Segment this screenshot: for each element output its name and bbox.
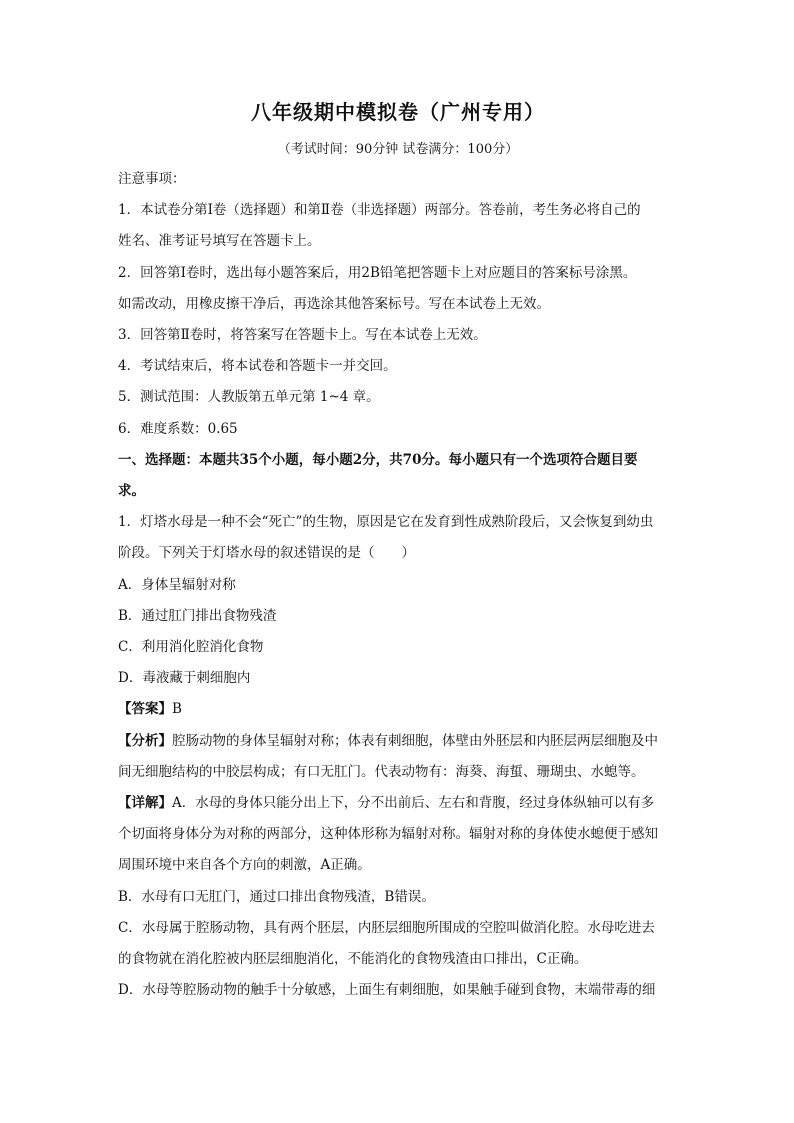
answer-tag: 【答案】	[118, 701, 172, 718]
answer-line	[118, 694, 678, 725]
detail-line	[118, 788, 678, 819]
detail-text: D．水母等腔肠动物的触手十分敏感，上面生有刺细胞，如果触手碰到食物，末端带毒的细	[118, 982, 656, 999]
page-title: 八年级期中模拟卷（广州专用）	[251, 100, 545, 124]
analysis-line	[118, 726, 678, 757]
section-heading: 求。	[118, 483, 145, 500]
notice-heading: 注意事项：	[118, 171, 186, 187]
notice-item: 1．本试卷分第Ⅰ卷（选择题）和第Ⅱ卷（非选择题）两部分。答卷前，考生务必将自己的	[118, 202, 641, 219]
option-c: C．利用消化腔消化食物	[118, 639, 264, 656]
option-d: D．毒液藏于刺细胞内	[118, 670, 251, 687]
detail-text: B．水母有口无肛门，通过口排出食物残渣，B错误。	[118, 888, 435, 905]
option-b: B．通过肛门排出食物残渣	[118, 607, 277, 624]
notice-item: 3．回答第Ⅱ卷时，将答案写在答题卡上。写在本试卷上无效。	[118, 327, 487, 344]
question-stem: 阶段。下列关于灯塔水母的叙述错误的是（ ）	[118, 545, 415, 562]
detail-text: C．水母属于腔肠动物，具有两个胚层，内胚层细胞所围成的空腔叫做消化腔。水母吃进去	[118, 919, 655, 936]
question-stem: 1．灯塔水母是一种不会“死亡”的生物，原因是它在发育到性成熟阶段后，又会恢复到幼虫	[118, 514, 654, 531]
section-heading: 一、选择题：本题共35个小题，每小题2分，共70分。每小题只有一个选项符合题目要	[118, 451, 638, 468]
notice-item: 如需改动，用橡皮擦干净后，再选涂其他答案标号。写在本试卷上无效。	[118, 295, 550, 312]
option-a: A．身体呈辐射对称	[118, 576, 236, 593]
detail-tag: 【详解】	[118, 795, 172, 812]
notice-item: 5．测试范围：人教版第五单元第 1~4 章。	[118, 389, 380, 406]
detail-text: A．水母的身体只能分出上下，分不出前后、左右和背腹，经过身体纵轴可以有多	[172, 795, 655, 812]
answer-value: B	[172, 701, 182, 718]
analysis-text: 腔肠动物的身体呈辐射对称；体表有刺细胞，体壁由外胚层和内胚层两层细胞及中	[172, 732, 658, 749]
notice-item: 姓名、准考证号填写在答题卡上。	[118, 233, 321, 250]
detail-text: 周围环境中来自各个方向的刺激，A正确。	[118, 857, 371, 874]
notice-item: 4．考试结束后，将本试卷和答题卡一并交回。	[118, 358, 397, 375]
exam-info: （考试时间：90分钟 试卷满分：100分）	[277, 142, 519, 157]
detail-text: 个切面将身体分为对称的两部分，这种体形称为辐射对称。辐射对称的身体使水螅便于感知	[118, 826, 658, 843]
analysis-tag: 【分析】	[118, 732, 172, 749]
detail-text: 的食物就在消化腔被内胚层细胞消化，不能消化的食物残渣由口排出，C正确。	[118, 951, 588, 968]
analysis-text: 间无细胞结构的中胶层构成；有口无肛门。代表动物有：海葵、海蜇、珊瑚虫、水螅等。	[118, 763, 645, 780]
notice-item: 2．回答第Ⅰ卷时，选出每小题答案后，用2B铅笔把答题卡上对应题目的答案标号涂黑。	[118, 264, 637, 281]
notice-item: 6．难度系数：0.65	[118, 420, 238, 437]
exam-page	[118, 98, 678, 1006]
